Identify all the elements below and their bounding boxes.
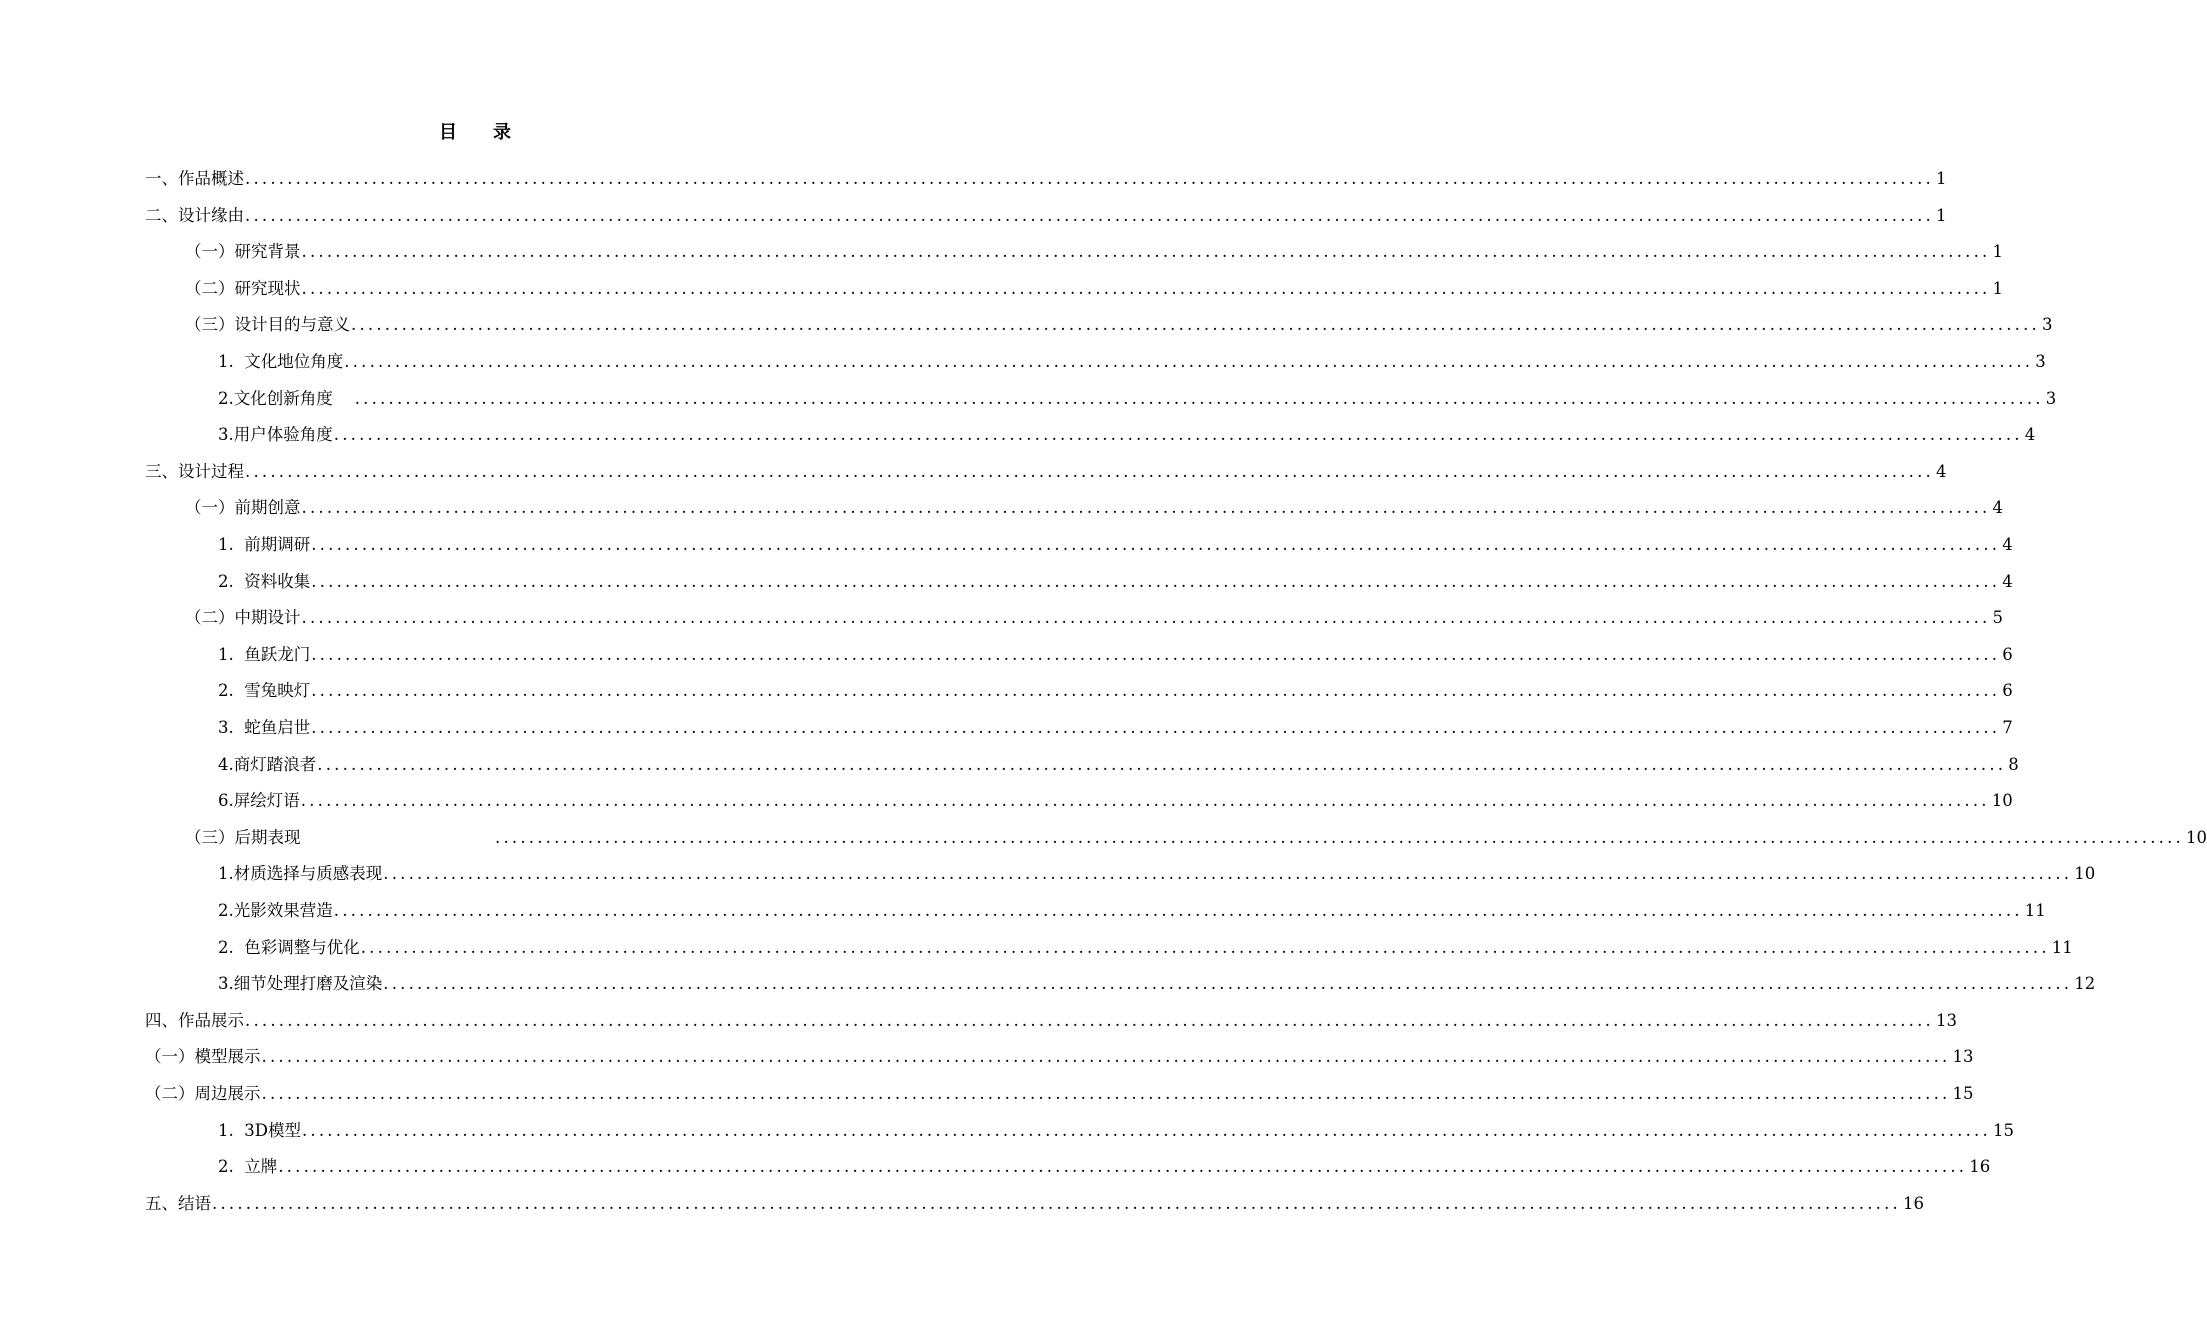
toc-title: 目录	[439, 122, 547, 143]
toc-entry-page: 1	[1935, 205, 1947, 225]
toc-entry[interactable]	[218, 965, 2096, 995]
toc-entry[interactable]	[218, 526, 2013, 556]
toc-entry[interactable]	[218, 709, 2013, 739]
toc-entry-page: 13	[1935, 1010, 1957, 1030]
toc-entry-label: 3. 蛇鱼启世	[218, 718, 311, 737]
toc-entry[interactable]	[218, 416, 2036, 446]
toc-entry-page: 3	[2041, 315, 2053, 335]
toc-entry-label: （一）前期创意	[185, 498, 301, 518]
toc-entry[interactable]	[218, 1112, 2014, 1142]
toc-dot-leader: ........................................................................................................................................................................................................	[354, 388, 2044, 408]
toc-dot-leader: ........................................................................................................................................................................................................	[261, 1084, 1951, 1103]
toc-entry[interactable]	[218, 672, 2013, 702]
toc-entry-label: 2. 资料收集	[218, 571, 311, 591]
toc-dot-leader: ........................................................................................................................................................................................................	[245, 1010, 1934, 1030]
toc-entry-label: 2.光影效果营造	[218, 901, 333, 920]
toc-dot-leader: ........................................................................................................................................................................................................	[311, 571, 2001, 591]
toc-entry[interactable]	[145, 453, 1947, 483]
toc-entry[interactable]	[145, 160, 1947, 190]
toc-entry-page: 1	[1992, 278, 2003, 298]
toc-dot-leader: ........................................................................................................................................................................................................	[311, 718, 2001, 737]
toc-entry-page: 5	[1992, 608, 2003, 628]
toc-dot-leader: ........................................................................................................................................................................................................	[311, 535, 2001, 554]
toc-dot-leader: ........................................................................................................................................................................................................	[333, 901, 2023, 920]
toc-entry[interactable]	[145, 1185, 1924, 1215]
toc-dot-leader: ........................................................................................................................................................................................................	[383, 864, 2073, 884]
toc-entry[interactable]	[218, 855, 2096, 885]
toc-entry-label: 6.屏绘灯语	[218, 791, 300, 811]
toc-entry-label: （一）模型展示	[145, 1047, 261, 1067]
toc-entry[interactable]	[218, 1148, 1991, 1178]
toc-entry-label: 一、作品概述	[145, 169, 244, 188]
toc-dot-leader: ........................................................................................................................................................................................................	[278, 1157, 1968, 1177]
toc-dot-leader: ........................................................................................................................................................................................................	[301, 242, 1991, 262]
toc-dot-leader: ........................................................................................................................................................................................................	[351, 315, 2040, 335]
toc-entry-page: 13	[1952, 1047, 1974, 1067]
toc-entry[interactable]	[185, 233, 2003, 263]
toc-dot-leader: ........................................................................................................................................................................................................	[344, 352, 2034, 371]
toc-entry-label: 1. 鱼跃龙门	[218, 644, 311, 664]
toc-entry[interactable]	[218, 746, 2019, 776]
toc-entry-page: 4	[1992, 498, 2003, 518]
toc-entry[interactable]	[218, 380, 2057, 410]
toc-entry[interactable]	[218, 563, 2013, 593]
toc-entry-page: 6	[2002, 681, 2013, 701]
toc-entry[interactable]	[185, 270, 2003, 300]
toc-entry-page: 4	[1935, 461, 1947, 481]
toc-entry-page: 10	[1991, 791, 2013, 811]
toc-entry-page: 4	[2024, 425, 2036, 445]
toc-entry-page: 3	[2045, 388, 2057, 408]
toc-entry-page: 7	[2002, 718, 2013, 737]
toc-dot-leader: ........................................................................................................................................................................................................	[317, 754, 2007, 774]
toc-dot-leader: ........................................................................................................................................................................................................	[383, 974, 2073, 994]
toc-entry[interactable]	[218, 929, 2073, 959]
toc-entry[interactable]	[145, 1038, 1974, 1068]
toc-entry-page: 1	[1992, 242, 2003, 262]
toc-entry-label: 4.商灯踏浪者	[218, 754, 317, 774]
toc-entry-label: 1. 文化地位角度	[218, 352, 344, 371]
toc-entry-page: 15	[1952, 1084, 1974, 1103]
toc-entry-label: 2.文化创新角度	[218, 388, 354, 408]
toc-entry-label: 2. 立牌	[218, 1157, 278, 1177]
toc-entry-label: （三）设计目的与意义	[185, 315, 350, 335]
toc-entry-label: （一）研究背景	[185, 242, 301, 262]
toc-entry-page: 1	[1935, 169, 1947, 188]
toc-entry-page: 8	[2008, 754, 2019, 774]
toc-entry[interactable]	[185, 819, 2207, 849]
toc-entry[interactable]	[145, 1075, 1974, 1105]
toc-dot-leader: ........................................................................................................................................................................................................	[300, 791, 1990, 811]
toc-entry[interactable]	[185, 489, 2003, 519]
toc-entry-label: 1. 3D模型	[218, 1120, 301, 1140]
toc-entry-label: 四、作品展示	[145, 1010, 244, 1030]
toc-entry-page: 16	[1969, 1157, 1991, 1177]
toc-entry-label: （二）中期设计	[185, 608, 301, 628]
toc-entry[interactable]	[218, 892, 2046, 922]
toc-dot-leader: ........................................................................................................................................................................................................	[495, 827, 2184, 847]
toc-entry-page: 16	[1902, 1193, 1924, 1213]
toc-entry-label: 1. 前期调研	[218, 535, 311, 554]
toc-entry[interactable]	[145, 197, 1947, 227]
toc-entry-page: 10	[2074, 864, 2096, 884]
toc-dot-leader: ........................................................................................................................................................................................................	[261, 1047, 1951, 1067]
toc-dot-leader: ........................................................................................................................................................................................................	[311, 681, 2001, 701]
toc-entry-page: 12	[2074, 974, 2096, 994]
toc-entry-page: 6	[2002, 644, 2013, 664]
toc-entry-label: 五、结语	[145, 1193, 211, 1213]
toc-entry-label: 3.细节处理打磨及渲染	[218, 974, 383, 994]
toc-entry-label: 3.用户体验角度	[218, 425, 333, 445]
toc-entry-page: 11	[2024, 901, 2046, 920]
toc-dot-leader: ........................................................................................................................................................................................................	[301, 278, 1991, 298]
toc-dot-leader: ........................................................................................................................................................................................................	[301, 608, 1991, 628]
toc-entry-label: （二）周边展示	[145, 1084, 261, 1103]
toc-entry-label: 二、设计缘由	[145, 205, 244, 225]
toc-entry-label: 2. 色彩调整与优化	[218, 937, 360, 957]
toc-dot-leader: ........................................................................................................................................................................................................	[333, 425, 2023, 445]
toc-entry-page: 4	[2002, 535, 2013, 554]
toc-entry[interactable]	[218, 782, 2013, 812]
toc-dot-leader: ........................................................................................................................................................................................................	[360, 937, 2050, 957]
toc-dot-leader: ........................................................................................................................................................................................................	[245, 461, 1934, 481]
toc-entry-label: 1.材质选择与质感表现	[218, 864, 383, 884]
toc-dot-leader: ........................................................................................................................................................................................................	[311, 644, 2001, 664]
toc-dot-leader: ........................................................................................................................................................................................................	[212, 1193, 1901, 1213]
toc-entry-page: 4	[2002, 571, 2013, 591]
toc-dot-leader: ........................................................................................................................................................................................................	[301, 498, 1991, 518]
toc-entry-page: 3	[2035, 352, 2046, 371]
toc-entry-label: 2. 雪兔映灯	[218, 681, 311, 701]
toc-entry-label: 三、设计过程	[145, 461, 244, 481]
toc-entry-page: 10	[2185, 827, 2207, 847]
toc-entry[interactable]	[185, 306, 2053, 336]
toc-dot-leader: ........................................................................................................................................................................................................	[245, 169, 1934, 188]
toc-entry-page: 15	[1992, 1120, 2014, 1140]
toc-entry-page: 11	[2051, 937, 2073, 957]
toc-entry[interactable]	[218, 636, 2013, 666]
toc-entry-label: （三）后期表现	[185, 827, 301, 847]
toc-dot-leader: ........................................................................................................................................................................................................	[301, 1120, 1991, 1140]
toc-entry-label: （二）研究现状	[185, 278, 301, 298]
toc-entry[interactable]	[145, 1002, 1957, 1032]
toc-entry[interactable]	[218, 343, 2046, 373]
toc-entry[interactable]	[185, 599, 2003, 629]
toc-dot-leader: ........................................................................................................................................................................................................	[245, 205, 1934, 225]
